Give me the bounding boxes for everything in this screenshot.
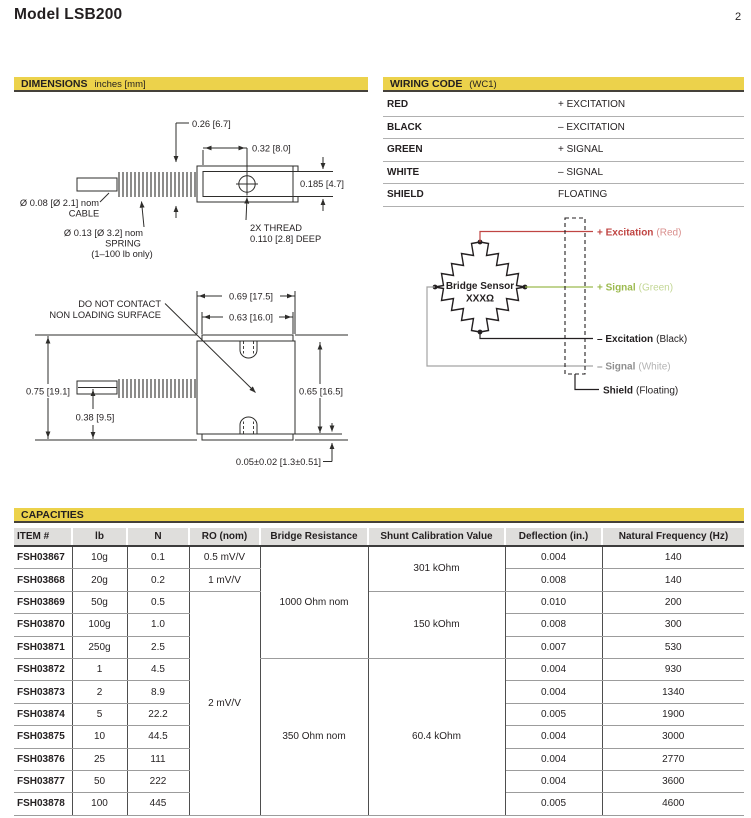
spring-label: (1–100 lb only) [91, 249, 153, 259]
capacity-n: 4.5 [127, 658, 189, 680]
wire-pos-excitation [480, 232, 593, 243]
dimensions-section-header [14, 77, 368, 92]
natural-frequency: 1900 [602, 703, 744, 725]
capacity-lb: 2 [72, 681, 127, 703]
spring-shape-front [119, 379, 195, 398]
col-header-bridge: Bridge Resistance [260, 528, 368, 546]
wire-function: FLOATING [558, 189, 608, 200]
capacity-lb: 1 [72, 658, 127, 680]
item-number: FSH03869 [14, 591, 72, 613]
capacity-lb: 100 [72, 793, 127, 815]
natural-frequency: 200 [602, 591, 744, 613]
dimension-drawing-side-view [10, 100, 380, 275]
item-number: FSH03875 [14, 726, 72, 748]
capacity-n: 1.0 [127, 614, 189, 636]
spring-shape [119, 172, 195, 197]
col-header-deflection: Deflection (in.) [505, 528, 602, 546]
capacity-n: 0.5 [127, 591, 189, 613]
wire-neg-excitation [480, 332, 593, 339]
capacities-title: CAPACITIES [21, 509, 84, 521]
capacity-n: 111 [127, 748, 189, 770]
label-shield: Shield (Floating) [603, 385, 679, 397]
cable-label: CABLE [68, 208, 100, 219]
dim-label: 0.38 [9.5] [75, 412, 115, 423]
dim-label: 0.75 [19.1] [26, 386, 70, 397]
item-number: FSH03870 [14, 614, 72, 636]
wire-shield [575, 374, 599, 390]
capacity-lb: 10g [72, 546, 127, 569]
capacity-lb: 5 [72, 703, 127, 725]
wire-color: SHIELD [387, 189, 424, 200]
capacity-n: 22.2 [127, 703, 189, 725]
natural-frequency: 300 [602, 614, 744, 636]
item-number: FSH03876 [14, 748, 72, 770]
thread-label: 2X THREAD [250, 223, 303, 233]
label-pos-excitation: + Excitation (Red) [597, 227, 682, 239]
page-title: Model LSB200 [14, 6, 123, 23]
capacities-section-header [14, 508, 744, 523]
thread-label: 0.110 [2.8] DEEP [250, 234, 322, 244]
capacity-n: 2.5 [127, 636, 189, 658]
wiring-section-header [383, 77, 744, 92]
capacities-table [14, 528, 744, 816]
wiring-subtitle: (WC1) [469, 79, 497, 90]
wiring-row [383, 162, 744, 185]
wire-function: – SIGNAL [558, 166, 604, 178]
col-header-lb: lb [72, 528, 127, 546]
capacity-n: 8.9 [127, 681, 189, 703]
natural-frequency: 3600 [602, 770, 744, 792]
item-number: FSH03873 [14, 681, 72, 703]
capacity-lb: 20g [72, 569, 127, 591]
spring-label: SPRING [105, 238, 141, 249]
natural-frequency: 2770 [602, 748, 744, 770]
deflection: 0.004 [505, 770, 602, 792]
col-header-frequency: Natural Frequency (Hz) [602, 528, 744, 546]
item-number: FSH03872 [14, 658, 72, 680]
warning-label: DO NOT CONTACT [78, 299, 161, 309]
natural-frequency: 4600 [602, 793, 744, 815]
item-number: FSH03877 [14, 770, 72, 792]
shunt-calibration: 301 kOhm [368, 546, 505, 591]
bridge-center-label: Bridge Sensor [445, 281, 515, 292]
item-number: FSH03874 [14, 703, 72, 725]
item-number: FSH03878 [14, 793, 72, 815]
col-header-n: N [127, 528, 189, 546]
table-row [14, 546, 744, 569]
shunt-calibration: 150 kOhm [368, 591, 505, 658]
wire-color: GREEN [387, 144, 423, 155]
label-neg-signal: – Signal (White) [597, 361, 671, 373]
capacity-lb: 10 [72, 726, 127, 748]
capacity-lb: 50g [72, 591, 127, 613]
table-row [14, 658, 744, 680]
cable-shape [77, 178, 117, 191]
deflection: 0.004 [505, 726, 602, 748]
item-number: FSH03868 [14, 569, 72, 591]
capacity-lb: 50 [72, 770, 127, 792]
cable-shape-front [77, 381, 117, 394]
natural-frequency: 1340 [602, 681, 744, 703]
deflection: 0.007 [505, 636, 602, 658]
dim-label: 0.26 [6.7] [192, 119, 231, 129]
dim-label: 0.185 [4.7] [300, 179, 344, 189]
wiring-code-table [383, 94, 744, 207]
rated-output: 1 mV/V [189, 569, 260, 591]
warning-label: NON LOADING SURFACE [49, 310, 161, 320]
bridge-sensor-diagram [383, 210, 751, 410]
page-number: 2 [735, 11, 742, 23]
dimensions-subtitle: inches [mm] [94, 79, 146, 90]
deflection: 0.004 [505, 748, 602, 770]
deflection: 0.004 [505, 658, 602, 680]
deflection: 0.008 [505, 614, 602, 636]
wiring-row [383, 184, 744, 207]
dim-label: 0.63 [16.0] [229, 312, 273, 323]
bridge-center-label: XXXΩ [465, 293, 495, 305]
wiring-row [383, 139, 744, 162]
capacity-n: 222 [127, 770, 189, 792]
dimension-drawing-front-view [10, 270, 380, 475]
capacity-n: 44.5 [127, 726, 189, 748]
capacity-lb: 250g [72, 636, 127, 658]
rated-output: 2 mV/V [189, 591, 260, 815]
item-number: FSH03867 [14, 546, 72, 569]
deflection: 0.005 [505, 703, 602, 725]
capacity-n: 0.1 [127, 546, 189, 569]
body-front-shape [197, 335, 295, 440]
deflection: 0.004 [505, 681, 602, 703]
capacities-header-row [14, 528, 744, 546]
capacity-n: 0.2 [127, 569, 189, 591]
wiring-row [383, 94, 744, 117]
wire-function: – EXCITATION [558, 121, 625, 133]
cable-shield-boundary [565, 218, 585, 374]
wire-function: + EXCITATION [558, 99, 626, 110]
deflection: 0.004 [505, 546, 602, 569]
wiring-row [383, 117, 744, 140]
dimensions-title: DIMENSIONS [21, 78, 88, 90]
table-row [14, 591, 744, 613]
natural-frequency: 140 [602, 569, 744, 591]
shunt-calibration: 60.4 kOhm [368, 658, 505, 815]
deflection: 0.008 [505, 569, 602, 591]
natural-frequency: 530 [602, 636, 744, 658]
col-header-item: ITEM # [14, 528, 72, 546]
natural-frequency: 140 [602, 546, 744, 569]
rated-output: 0.5 mV/V [189, 546, 260, 569]
col-header-ro: RO (nom) [189, 528, 260, 546]
natural-frequency: 3000 [602, 726, 744, 748]
deflection: 0.005 [505, 793, 602, 815]
wire-color: RED [387, 99, 409, 110]
wiring-title: WIRING CODE [390, 78, 463, 90]
wire-color: WHITE [387, 166, 420, 178]
capacity-n: 445 [127, 793, 189, 815]
bridge-resistance: 350 Ohm nom [260, 658, 368, 815]
label-neg-excitation: – Excitation (Black) [597, 334, 688, 345]
bridge-resistance: 1000 Ohm nom [260, 546, 368, 658]
item-number: FSH03871 [14, 636, 72, 658]
capacity-lb: 100g [72, 614, 127, 636]
wire-function: + SIGNAL [558, 144, 604, 155]
deflection: 0.010 [505, 591, 602, 613]
dim-label: 0.65 [16.5] [299, 386, 343, 397]
cable-label: Ø 0.08 [Ø 2.1] nom [19, 198, 99, 208]
spring-label: Ø 0.13 [Ø 3.2] nom [63, 228, 143, 238]
dim-label: 0.69 [17.5] [229, 291, 273, 302]
dim-label: 0.05±0.02 [1.3±0.51] [235, 457, 321, 467]
capacity-lb: 25 [72, 748, 127, 770]
label-pos-signal: + Signal (Green) [597, 282, 674, 294]
col-header-shunt: Shunt Calibration Value [368, 528, 505, 546]
natural-frequency: 930 [602, 658, 744, 680]
dim-label: 0.32 [8.0] [252, 143, 291, 154]
wire-color: BLACK [387, 121, 422, 133]
